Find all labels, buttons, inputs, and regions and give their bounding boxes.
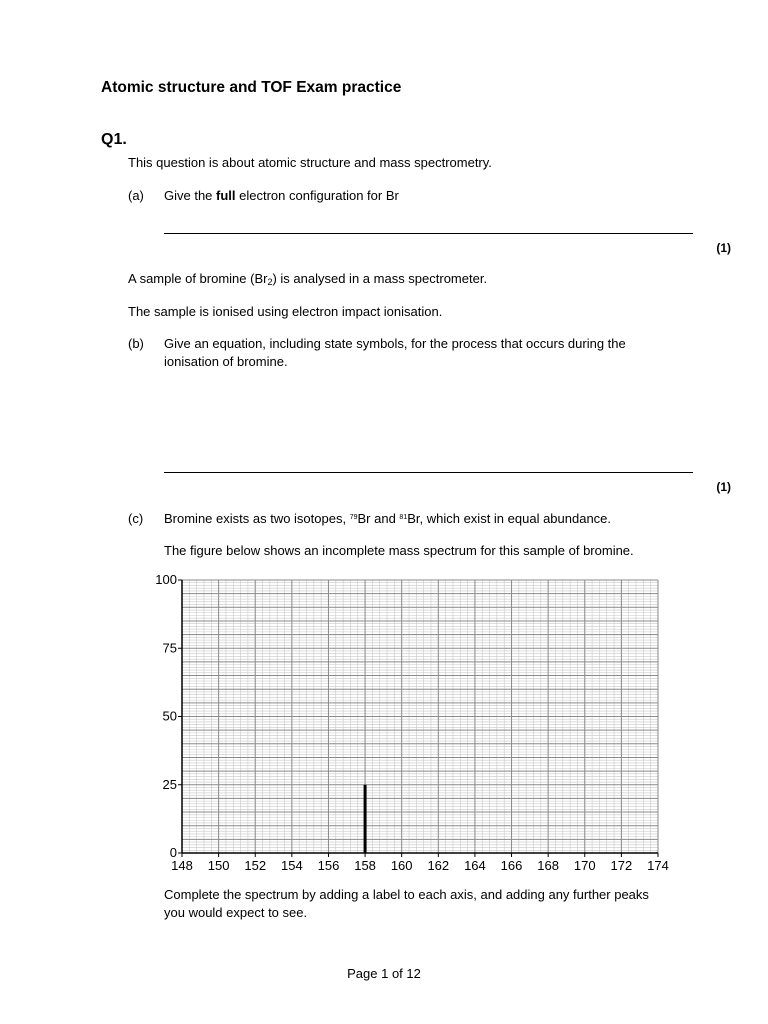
question-number: Q1. [101, 131, 127, 148]
answer-line-b[interactable] [164, 472, 693, 473]
y-tick-label: 75 [162, 640, 177, 656]
x-tick-label: 156 [317, 858, 340, 873]
x-tick-label: 164 [464, 858, 486, 873]
x-tick-label: 168 [537, 858, 560, 873]
x-tick-label: 172 [610, 858, 633, 873]
ionisation-statement: The sample is ionised using electron impact ionisation. [128, 304, 443, 319]
x-tick-label: 158 [354, 858, 376, 873]
x-tick-label: 160 [390, 858, 413, 873]
x-tick-labels [171, 853, 669, 873]
y-tick-label: 25 [162, 776, 177, 792]
part-b-question: Give an equation, including state symbols, for the process that occurs during the ionisation of bromine. [164, 336, 626, 369]
x-tick-label: 148 [171, 858, 193, 873]
y-tick-label: 100 [155, 572, 177, 587]
part-a-label: (a) [128, 188, 144, 203]
x-tick-label: 150 [207, 858, 230, 873]
y-tick-label: 0 [169, 845, 177, 860]
x-tick-label: 174 [647, 858, 669, 873]
y-tick-label: 50 [162, 708, 177, 724]
question-intro: This question is about atomic structure and mass spectrometry. [128, 155, 492, 170]
part-c-question: Bromine exists as two isotopes, $^{79}$Br and $^{81}$Br, which exist in equal abundance. [164, 511, 612, 526]
part-c-label: (c) [128, 511, 144, 526]
part-a-marks: (1) [716, 241, 731, 255]
figure-intro: The figure below shows an incomplete mass spectrum for this sample of bromine. [164, 543, 634, 558]
x-tick-label: 152 [244, 858, 267, 873]
part-b-label: (b) [128, 336, 144, 351]
x-tick-label: 162 [427, 858, 450, 873]
part-b-marks: (1) [716, 480, 731, 494]
part-a-question: Give the full electron configuration for Br [164, 188, 399, 203]
answer-line-a[interactable] [164, 233, 693, 234]
part-c-instruction: Complete the spectrum by adding a label to each axis, and adding any further peaks you would expect to see. [164, 887, 649, 920]
x-tick-label: 170 [573, 858, 596, 873]
y-tick-labels [155, 572, 182, 860]
page-title: Atomic structure and TOF Exam practice [101, 79, 402, 96]
mass-spectrum-chart [150, 570, 675, 875]
x-tick-label: 154 [280, 858, 303, 873]
x-tick-label: 166 [500, 858, 523, 873]
page-footer: Page 1 of 12 [347, 966, 421, 981]
sample-statement: A sample of bromine $(Br_2)$ is analysed in a mass spectrometer. [128, 271, 488, 287]
major-grid [182, 580, 658, 853]
